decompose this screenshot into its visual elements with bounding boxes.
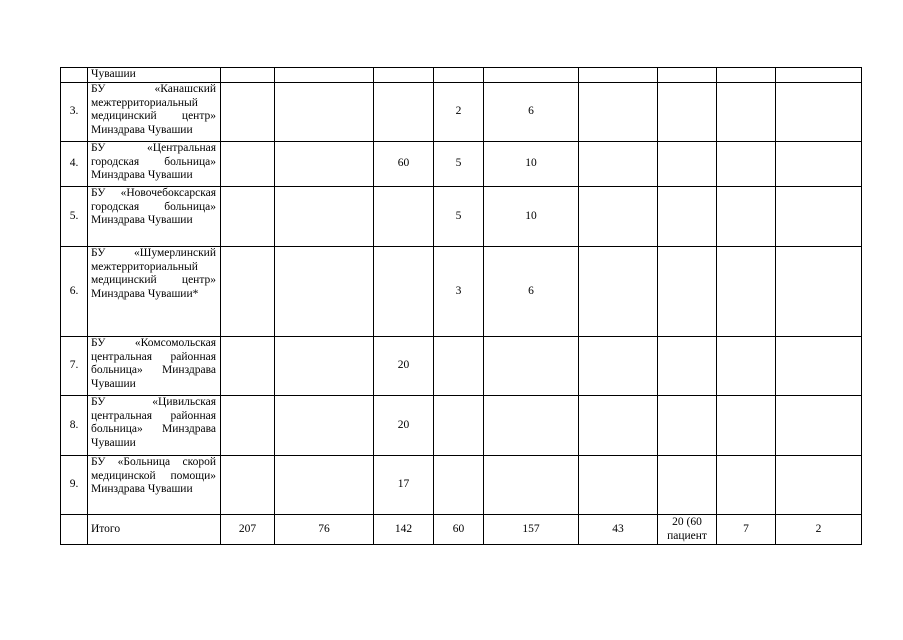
institution-name: БУ «Комсомольская центральная районная больница» Минздрава Чувашии — [88, 337, 221, 396]
institution-name: БУ «Новочебоксарская городская больница» Минздрава Чувашии — [88, 187, 221, 247]
cell — [221, 68, 275, 83]
cell — [484, 396, 579, 456]
cell: 6 — [484, 247, 579, 337]
cell: 2 — [434, 83, 484, 142]
row-number: 6. — [61, 247, 88, 337]
cell — [484, 68, 579, 83]
cell: 43 — [579, 515, 658, 545]
cell — [776, 142, 862, 187]
cell — [579, 247, 658, 337]
cell — [579, 396, 658, 456]
cell: 3 — [434, 247, 484, 337]
cell — [579, 68, 658, 83]
cell — [776, 247, 862, 337]
cell — [434, 456, 484, 515]
cell — [275, 247, 374, 337]
cell — [579, 83, 658, 142]
row-number: 7. — [61, 337, 88, 396]
row-number: 5. — [61, 187, 88, 247]
row-number — [61, 515, 88, 545]
cell — [221, 142, 275, 187]
beds-table — [60, 67, 862, 545]
institution-name: Чувашии — [88, 68, 221, 83]
cell — [579, 142, 658, 187]
cell — [221, 187, 275, 247]
row-number: 3. — [61, 83, 88, 142]
table-row — [61, 83, 862, 142]
cell — [717, 456, 776, 515]
cell — [717, 68, 776, 83]
cell: 60 — [374, 142, 434, 187]
cell — [275, 68, 374, 83]
cell — [275, 456, 374, 515]
cell — [658, 187, 717, 247]
cell: 5 — [434, 187, 484, 247]
totals-row — [61, 515, 862, 545]
table-row — [61, 247, 862, 337]
cell: 5 — [434, 142, 484, 187]
cell — [658, 68, 717, 83]
table-row — [61, 187, 862, 247]
cell: 20 — [374, 337, 434, 396]
cell — [374, 247, 434, 337]
cell: 20 — [374, 396, 434, 456]
cell: 6 — [484, 83, 579, 142]
cell — [275, 83, 374, 142]
cell — [658, 396, 717, 456]
cell — [658, 456, 717, 515]
cell — [717, 142, 776, 187]
cell: 76 — [275, 515, 374, 545]
cell — [776, 68, 862, 83]
institution-name: БУ «Шумерлинский межтерриториальный медицинский центр» Минздрава Чувашии* — [88, 247, 221, 337]
totals-label: Итого — [88, 515, 221, 545]
institution-name: БУ «Цивильская центральная районная больница» Минздрава Чувашии — [88, 396, 221, 456]
table-row — [61, 337, 862, 396]
cell — [484, 337, 579, 396]
cell — [717, 187, 776, 247]
cell — [221, 396, 275, 456]
cell — [717, 247, 776, 337]
cell — [717, 83, 776, 142]
cell — [776, 187, 862, 247]
table-row — [61, 142, 862, 187]
institution-name: БУ «Канашский межтерриториальный медицинский центр» Минздрава Чувашии — [88, 83, 221, 142]
table-row — [61, 456, 862, 515]
row-number: 4. — [61, 142, 88, 187]
cell — [658, 247, 717, 337]
cell — [275, 396, 374, 456]
cell — [221, 83, 275, 142]
cell — [579, 456, 658, 515]
cell — [374, 68, 434, 83]
institution-name: БУ «Центральная городская больница» Минздрава Чувашии — [88, 142, 221, 187]
cell — [275, 187, 374, 247]
cell: 10 — [484, 187, 579, 247]
cell: 17 — [374, 456, 434, 515]
table-row — [61, 396, 862, 456]
cell — [275, 337, 374, 396]
row-number: 9. — [61, 456, 88, 515]
cell — [776, 337, 862, 396]
cell: 2 — [776, 515, 862, 545]
cell — [776, 456, 862, 515]
cell — [579, 187, 658, 247]
cell: 207 — [221, 515, 275, 545]
cell: 10 — [484, 142, 579, 187]
cell — [658, 337, 717, 396]
cell: 7 — [717, 515, 776, 545]
cell: 157 — [484, 515, 579, 545]
cell: 60 — [434, 515, 484, 545]
row-number: 8. — [61, 396, 88, 456]
cell — [579, 337, 658, 396]
table-row — [61, 68, 862, 83]
cell — [658, 83, 717, 142]
cell — [434, 396, 484, 456]
cell — [434, 337, 484, 396]
cell: 142 — [374, 515, 434, 545]
cell — [221, 247, 275, 337]
cell — [434, 68, 484, 83]
cell — [221, 337, 275, 396]
cell — [658, 142, 717, 187]
cell — [717, 396, 776, 456]
cell — [776, 83, 862, 142]
cell: 20 (60 пациент — [658, 515, 717, 545]
cell — [374, 187, 434, 247]
cell — [776, 396, 862, 456]
institution-name: БУ «Больница скорой медицинской помощи» Минздрава Чувашии — [88, 456, 221, 515]
cell — [221, 456, 275, 515]
cell — [374, 83, 434, 142]
cell — [717, 337, 776, 396]
cell — [275, 142, 374, 187]
cell — [484, 456, 579, 515]
row-number — [61, 68, 88, 83]
